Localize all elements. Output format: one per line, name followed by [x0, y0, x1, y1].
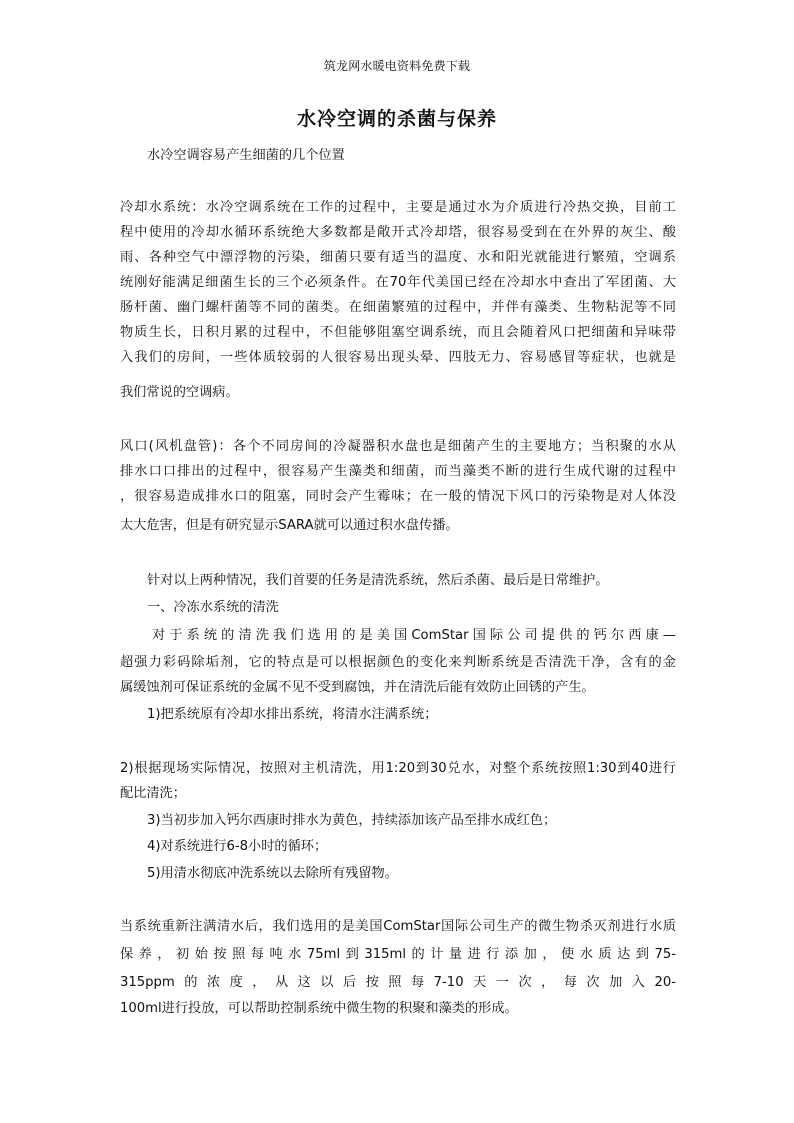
paragraph-line: 物质生长，日积月累的过程中，不但能够阻塞空调系统，而且会随着风口把细菌和异味带 — [120, 325, 676, 340]
step-2: 2)根据现场实际情况，按照对主机清洗，用1:20到30兑水，对整个系统按照1:30到40进行 — [120, 761, 676, 776]
paragraph-line: 超强力彩码除垢剂，它的特点是可以根据颜色的变化来判断系统是否清洗干净，含有的金 — [120, 655, 676, 670]
paragraph-line: 雨、各种空气中漂浮物的污染，细菌只要有适当的温度、水和阳光就能进行繁殖，空调系 — [120, 250, 676, 265]
paragraph-line: 冷却水系统：水冷空调系统在工作的过程中，主要是通过水为介质进行冷热交换，目前工 — [120, 200, 676, 215]
step-1: 1)把系统原有冷却水排出系统，将清水注满系统； — [147, 707, 438, 722]
step-4: 4)对系统进行6-8小时的循环； — [147, 839, 328, 854]
paragraph-line: 肠杆菌、幽门螺杆菌等不同的菌类。在细菌繁殖的过程中，并伴有藻类、生物粘泥等不同 — [120, 300, 676, 315]
subtitle: 水冷空调容易产生细菌的几个位置 — [147, 148, 345, 163]
paragraph-line: 程中使用的冷却水循环系统绝大多数都是敞开式冷却塔，很容易受到在在外界的灰尘、酸 — [120, 225, 676, 240]
step-5: 5)用清水彻底冲洗系统以去除所有残留物。 — [147, 866, 398, 881]
step-2-continued: 配比清洗； — [120, 786, 186, 801]
paragraph-line: 排水口口排出的过程中，很容易产生藻类和细菌，而当藻类不断的进行生成代谢的过程中 — [120, 464, 676, 479]
paragraph-line: 入我们的房间，一些体质较弱的人很容易出现头晕、四肢无力、容易感冒等症状，也就是 — [120, 350, 676, 365]
paragraph-line: ，很容易造成排水口的阻塞，同时会产生霉味；在一般的情况下风口的污染物是对人体没 — [120, 489, 676, 504]
paragraph-line: 315ppm的浓度，从这以后按照每7-10天一次，每次加入20- — [120, 975, 676, 990]
header-note: 筑龙网水暖电资料免费下载 — [323, 59, 471, 73]
paragraph-line: 对于系统的清洗我们选用的是美国ComStar国际公司提供的钙尔西康— — [152, 628, 676, 643]
paragraph-line: 我们常说的空调病。 — [120, 385, 239, 400]
paragraph-line: 太大危害，但是有研究显示SARA就可以通过积水盘传播。 — [120, 518, 459, 533]
step-3: 3)当初步加入钙尔西康时排水为黄色，持续添加该产品至排水成红色； — [147, 813, 557, 828]
strategy-line: 针对以上两种情况，我们首要的任务是清洗系统，然后杀菌、最后是日常维护。 — [147, 573, 609, 588]
paragraph-line: 统刚好能满足细菌生长的三个必须条件。在70年代美国已经在冷却水中查出了军团菌、大 — [120, 275, 676, 290]
document-title: 水冷空调的杀菌与保养 — [296, 108, 497, 130]
section-one-heading: 一、冷冻水系统的清洗 — [147, 600, 279, 615]
paragraph-line: 属缓蚀剂可保证系统的金属不见不受到腐蚀，并在清洗后能有效防止回锈的产生。 — [120, 680, 595, 695]
paragraph-line: 当系统重新注满清水后，我们选用的是美国ComStar国际公司生产的微生物杀灭剂进行水质 — [120, 919, 676, 934]
paragraph-line: 保养，初始按照每吨水75ml到315ml的计量进行添加，使水质达到75- — [120, 947, 676, 962]
paragraph-line: 风口(风机盘管)：各个不同房间的冷凝器积水盘也是细菌产生的主要地方；当积聚的水从 — [120, 439, 676, 454]
paragraph-line: 100ml进行投放，可以帮助控制系统中微生物的积聚和藻类的形成。 — [120, 1001, 518, 1016]
